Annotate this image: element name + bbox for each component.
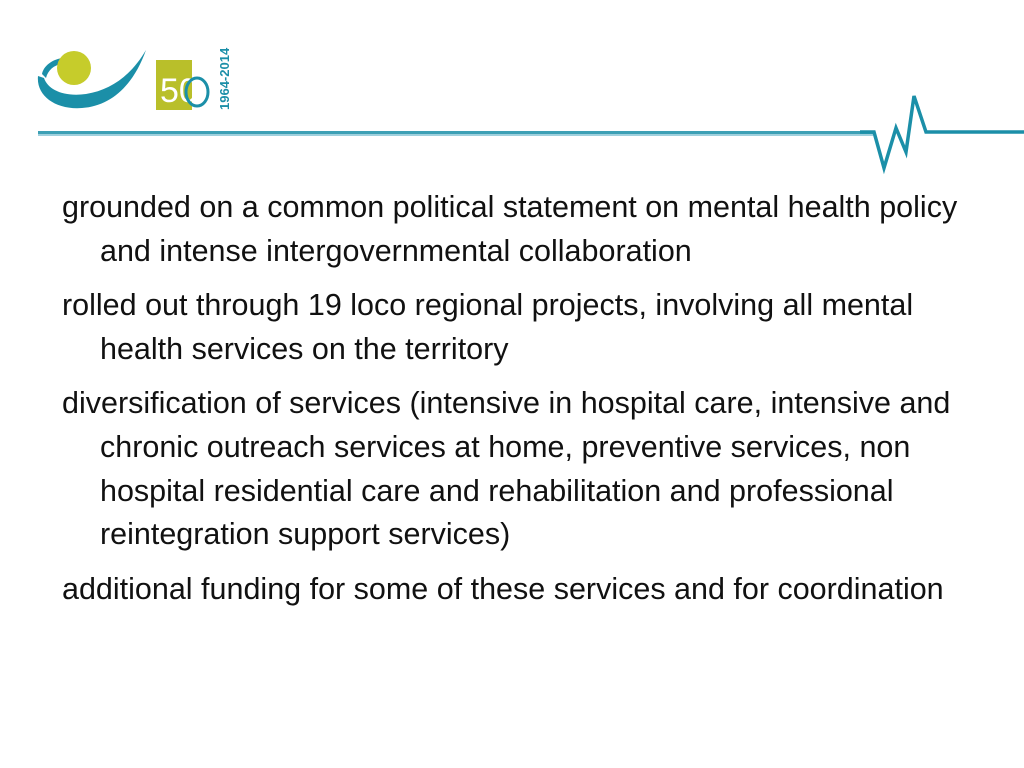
bullet-item: rolled out through 19 loco regional projects, involving all mental health services on the territory [62,288,914,366]
bullet-item: additional funding for some of these services and for coordination [62,571,944,606]
header-rule-line-light [38,134,873,136]
header-rule [0,90,1024,180]
header-rule-line-dark [38,131,873,134]
logo-circle-shape [57,51,91,85]
bullet-item: grounded on a common political statement on mental health policy and intense intergovernmental collaboration [62,190,958,268]
heartbeat-line-icon [860,96,1024,168]
logo-anniversary-number: 50 [160,72,198,110]
bullet-item: diversification of services (intensive in hospital care, intensive and chronic outreach services at home, preventive services, non hospital residential care and rehabilitation and professional reintegration support services) [62,386,951,552]
bullet-list [62,186,962,622]
logo-anniversary-years: 1964-2014 [217,47,232,110]
